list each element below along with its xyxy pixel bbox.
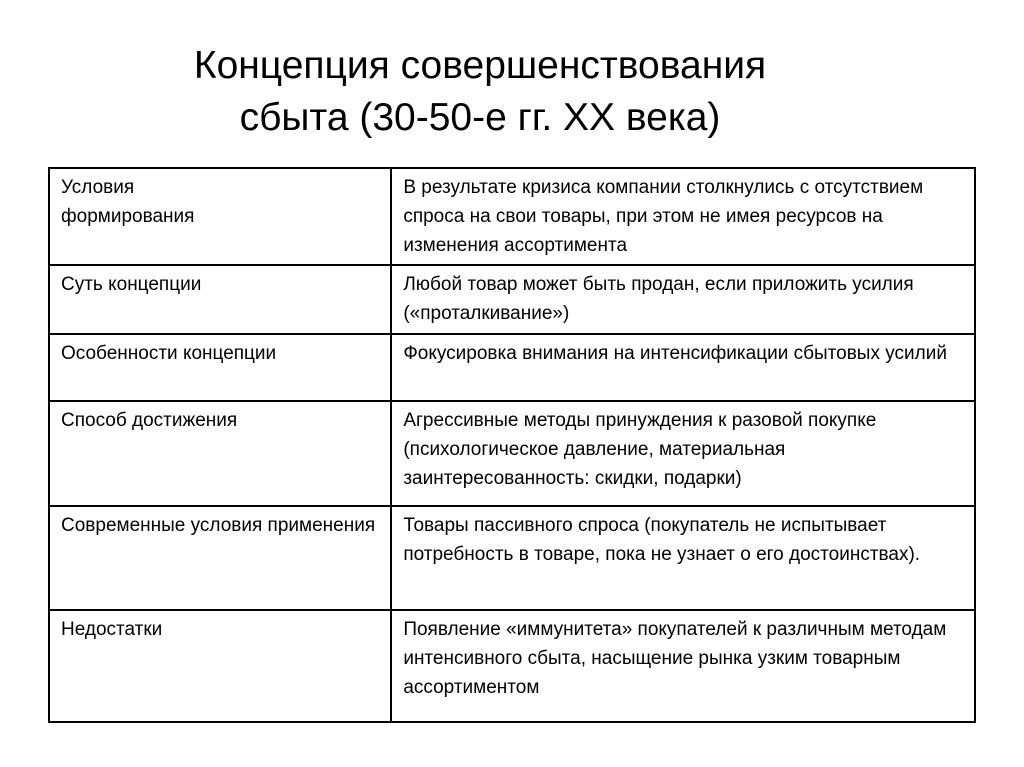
table-row [49,168,975,265]
row-content: Появление «иммунитета» покупателей к различным методам интенсивного сбыта, насыщение рынка узким товарным ассортиментом [391,610,975,722]
table-row [49,401,975,506]
table-row [49,265,975,334]
row-content: Фокусировка внимания на интенсификации сбытовых усилий [391,334,975,401]
row-label: Суть концепции [49,265,391,334]
concept-table [48,167,976,723]
row-content: Товары пассивного спроса (покупатель не испытывает потребность в товаре, пока не узнает о его достоинствах). [391,506,975,610]
row-label [49,168,391,265]
row-label-text: Условия формирования [61,177,195,227]
page-title [0,40,960,144]
table-row [49,506,975,610]
row-label: Недостатки [49,610,391,722]
row-content: Любой товар может быть продан, если приложить усилия («проталкивание») [391,265,975,334]
table-row [49,610,975,722]
row-label: Современные условия применения [49,506,391,610]
title-line-1: Концепция совершенствования [193,44,767,87]
title-line-2: сбыта (30-50-е гг. XX века) [239,96,721,139]
row-content: Агрессивные методы принуждения к разовой покупке (психологическое давление, материальная заинтересованность: скидки, подарки) [391,401,975,506]
row-label: Способ достижения [49,401,391,506]
row-label: Особенности концепции [49,334,391,401]
row-content: В результате кризиса компании столкнулись с отсутствием спроса на свои товары, при этом не имея ресурсов на изменения ассортимента [391,168,975,265]
table-row [49,334,975,401]
